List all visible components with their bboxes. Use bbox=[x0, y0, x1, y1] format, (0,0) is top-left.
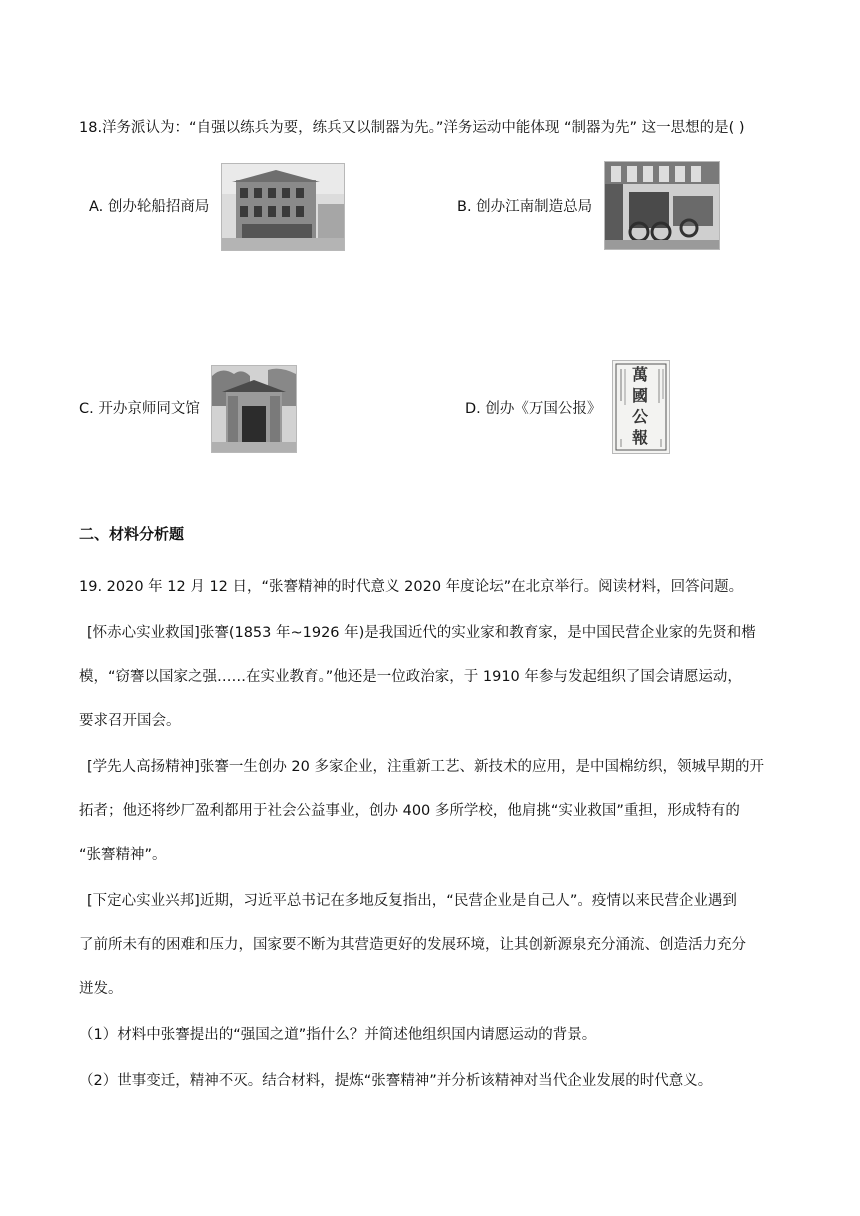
question-19-intro: 19. 2020 年 12 月 12 日，“张謇精神的时代意义 2020 年度论坛”在北京举行。阅读材料，回答问题。 bbox=[79, 579, 744, 595]
option-b-image-factory bbox=[604, 161, 720, 250]
section-title: 二、材料分析题 bbox=[79, 525, 185, 543]
option-a-image-building bbox=[221, 163, 345, 251]
sub-question-2: （2）世事变迁，精神不灭。结合材料，提炼“张謇精神”并分析该精神对当代企业发展的时代意义。 bbox=[79, 1073, 713, 1089]
material-3-line-3: 迸发。 bbox=[79, 981, 123, 997]
option-c-image-gate bbox=[211, 365, 297, 453]
newspaper-masthead: 萬國公報 bbox=[631, 365, 648, 447]
material-1-line-1: [怀赤心实业救国]张謇(1853 年~1926 年)是我国近代的实业家和教育家，是中国民营企业家的先贤和楷 bbox=[87, 625, 756, 641]
option-b-label: B. 创办江南制造总局 bbox=[457, 199, 593, 215]
option-c-label: C. 开办京师同文馆 bbox=[79, 401, 200, 417]
material-2-line-3: “张謇精神”。 bbox=[79, 847, 167, 863]
material-3-line-2: 了前所未有的困难和压力，国家要不断为其营造更好的发展环境，让其创新源泉充分涌流、创造活力充分 bbox=[79, 937, 746, 953]
material-1-line-2: 模，“窃謇以国家之强……在实业教育。”他还是一位政治家，于 1910 年参与发起组织了国会请愿运动， bbox=[79, 669, 742, 685]
material-1-line-3: 要求召开国会。 bbox=[79, 713, 181, 729]
option-a-label: A. 创办轮船招商局 bbox=[89, 199, 210, 215]
material-2-line-2: 拓者；他还将纱厂盈利都用于社会公益事业，创办 400 多所学校，他肩挑“实业救国”重担，形成特有的 bbox=[79, 803, 740, 819]
sub-question-1: （1）材料中张謇提出的“强国之道”指什么？并简述他组织国内请愿运动的背景。 bbox=[79, 1027, 597, 1043]
question-18-stem: 18.洋务派认为：“自强以练兵为要，练兵又以制器为先。”洋务运动中能体现 “制器为先” 这一思想的是( ) bbox=[79, 120, 745, 136]
material-3-line-1: [下定心实业兴邦]近期，习近平总书记在多地反复指出，“民营企业是自己人”。疫情以来民营企业遇到 bbox=[87, 893, 737, 909]
material-2-line-1: [学先人高扬精神]张謇一生创办 20 多家企业，注重新工艺、新技术的应用，是中国棉纺织，领城早期的开 bbox=[87, 759, 764, 775]
option-d-label: D. 创办《万国公报》 bbox=[465, 401, 602, 417]
